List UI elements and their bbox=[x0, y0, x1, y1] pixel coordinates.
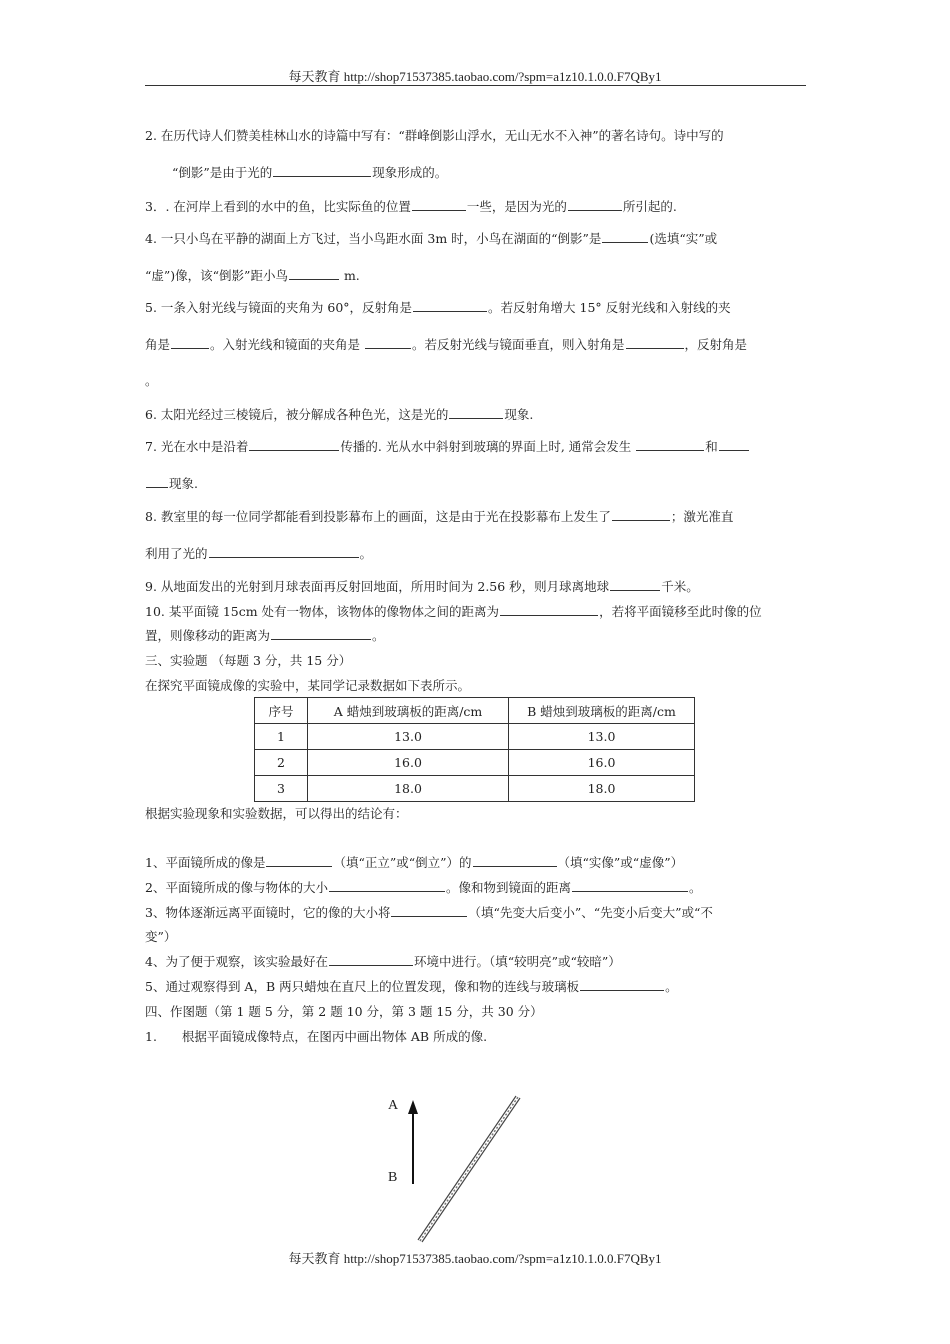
q7-line2: 现象. bbox=[145, 475, 198, 493]
blank[interactable] bbox=[273, 164, 371, 177]
q8-line1: 8. 教室里的每一位同学都能看到投影幕布上的画面，这是由于光在投影幕布上发生了 ；激光准直 bbox=[145, 509, 734, 524]
q10-line1: 10. 某平面镜 15cm 处有一物体，该物体的像物体之间的距离为 ，若将平面镜移至此时像的位 bbox=[145, 604, 762, 619]
table-cell: 1 bbox=[255, 724, 308, 750]
table-cell: 13.0 bbox=[509, 724, 695, 750]
table-row bbox=[255, 750, 695, 776]
blank[interactable] bbox=[580, 978, 664, 991]
table-header: B 蜡烛到玻璃板的距离/cm bbox=[509, 698, 695, 724]
blank[interactable] bbox=[610, 578, 660, 591]
q9-line: 9. 从地面发出的光射到月球表面再反射回地面，所用时间为 2.56 秒，则月球离地球 千米。 bbox=[145, 579, 699, 594]
q4-line1: 4. 一只小鸟在平静的湖面上方飞过，当小鸟距水面 3m 时，小鸟在湖面的“倒影”是 (选填“实”或 bbox=[145, 231, 718, 246]
blank[interactable] bbox=[568, 198, 622, 211]
object-ab-arrow bbox=[408, 1100, 418, 1184]
c5-line: 5、通过观察得到 A，B 两只蜡烛在直尺上的位置发现，像和物的连线与玻璃板 。 bbox=[145, 979, 678, 994]
table-header: 序号 bbox=[255, 698, 308, 724]
table-cell: 18.0 bbox=[509, 776, 695, 802]
blank[interactable] bbox=[365, 336, 411, 349]
header-rule bbox=[145, 85, 806, 86]
blank[interactable] bbox=[602, 230, 648, 243]
blank[interactable] bbox=[572, 879, 688, 892]
blank[interactable] bbox=[719, 438, 749, 451]
table-header: A 蜡烛到玻璃板的距离/cm bbox=[308, 698, 509, 724]
q4-line2: “虚”)像，该“倒影”距小鸟 m. bbox=[145, 268, 360, 283]
blank[interactable] bbox=[500, 603, 598, 616]
blank[interactable] bbox=[612, 508, 670, 521]
figure-label-a: A bbox=[388, 1098, 399, 1113]
section3-intro: 在探究平面镜成像的实验中，某同学记录数据如下表所示。 bbox=[145, 678, 471, 693]
q6-line: 6. 太阳光经过三棱镜后，被分解成各种色光，这是光的 现象. bbox=[145, 407, 534, 422]
conclusion-intro: 根据实验现象和实验数据，可以得出的结论有： bbox=[145, 806, 408, 821]
table-cell: 13.0 bbox=[308, 724, 509, 750]
blank[interactable] bbox=[636, 438, 704, 451]
q2-line1: 2. 在历代诗人们赞美桂林山水的诗篇中写有：“群峰倒影山浮水，无山无水不入神”的著名诗句。诗中写的 bbox=[145, 128, 724, 143]
table-cell: 16.0 bbox=[509, 750, 695, 776]
c3-line1: 3、物体逐渐远离平面镜时，它的像的大小将 （填“先变大后变小”、“先变小后变大”或“不 bbox=[145, 905, 713, 920]
table-cell: 18.0 bbox=[308, 776, 509, 802]
q5-line1: 5. 一条入射光线与镜面的夹角为 60°，反射角是 。若反射角增大 15° 反射光线和入射线的夹 bbox=[145, 300, 731, 315]
c2-line: 2、平面镜所成的像与物体的大小 。像和物到镜面的距离 。 bbox=[145, 880, 702, 895]
q2-line2: “倒影”是由于光的 现象形成的。 bbox=[172, 165, 448, 180]
blank[interactable] bbox=[329, 953, 413, 966]
blank[interactable] bbox=[271, 627, 371, 640]
blank[interactable] bbox=[626, 336, 684, 349]
table-cell: 2 bbox=[255, 750, 308, 776]
page-header: 每天教育 http://shop71537385.taobao.com/?spm=a1z10.1.0.0.F7QBy1 bbox=[288, 69, 662, 84]
section4-title: 四、作图题（第 1 题 5 分，第 2 题 10 分，第 3 题 15 分，共 30 分） bbox=[145, 1004, 543, 1019]
q7-line1: 7. 光在水中是沿着 传播的. 光从水中斜射到玻璃的界面上时, 通常会发生 和 bbox=[145, 438, 750, 456]
mirror-figure bbox=[400, 1090, 540, 1250]
q3-line: 3．. 在河岸上看到的水中的鱼，比实际鱼的位置 一些，是因为光的 所引起的. bbox=[145, 199, 677, 214]
blank[interactable] bbox=[413, 299, 487, 312]
q8-line2: 利用了光的 。 bbox=[145, 546, 373, 561]
blank[interactable] bbox=[329, 879, 445, 892]
section3-title: 三、实验题 （每题 3 分，共 15 分） bbox=[145, 653, 352, 668]
blank[interactable] bbox=[449, 406, 503, 419]
page-footer: 每天教育 http://shop71537385.taobao.com/?spm=a1z10.1.0.0.F7QBy1 bbox=[288, 1251, 662, 1266]
blank[interactable] bbox=[249, 438, 339, 451]
blank[interactable] bbox=[289, 267, 339, 280]
table-cell: 3 bbox=[255, 776, 308, 802]
q5-line2: 角是 。入射光线和镜面的夹角是 。若反射光线与镜面垂直，则入射角是 ，反射角是 bbox=[145, 337, 748, 352]
blank[interactable] bbox=[146, 475, 168, 488]
section4-q1: 1. 根据平面镜成像特点，在图丙中画出物体 AB 所成的像. bbox=[145, 1029, 488, 1044]
data-table bbox=[254, 697, 695, 802]
table-header-row bbox=[255, 698, 695, 724]
q5-line3: 。 bbox=[145, 373, 158, 388]
blank[interactable] bbox=[473, 854, 557, 867]
plane-mirror bbox=[418, 1096, 520, 1242]
blank[interactable] bbox=[171, 336, 209, 349]
c4-line: 4、为了便于观察，该实验最好在 环境中进行。（填“较明亮”或“较暗”） bbox=[145, 954, 621, 969]
c3-line2: 变”） bbox=[145, 929, 177, 944]
table-cell: 16.0 bbox=[308, 750, 509, 776]
c1-line: 1、平面镜所成的像是 （填“正立”或“倒立”）的 （填“实像”或“虚像”） bbox=[145, 855, 684, 870]
table-row bbox=[255, 724, 695, 750]
blank[interactable] bbox=[412, 198, 466, 211]
figure-label-b: B bbox=[388, 1170, 398, 1185]
blank[interactable] bbox=[391, 904, 467, 917]
blank[interactable] bbox=[266, 854, 332, 867]
blank[interactable] bbox=[209, 545, 359, 558]
q10-line2: 置，则像移动的距离为 。 bbox=[145, 628, 385, 643]
table-row bbox=[255, 776, 695, 802]
